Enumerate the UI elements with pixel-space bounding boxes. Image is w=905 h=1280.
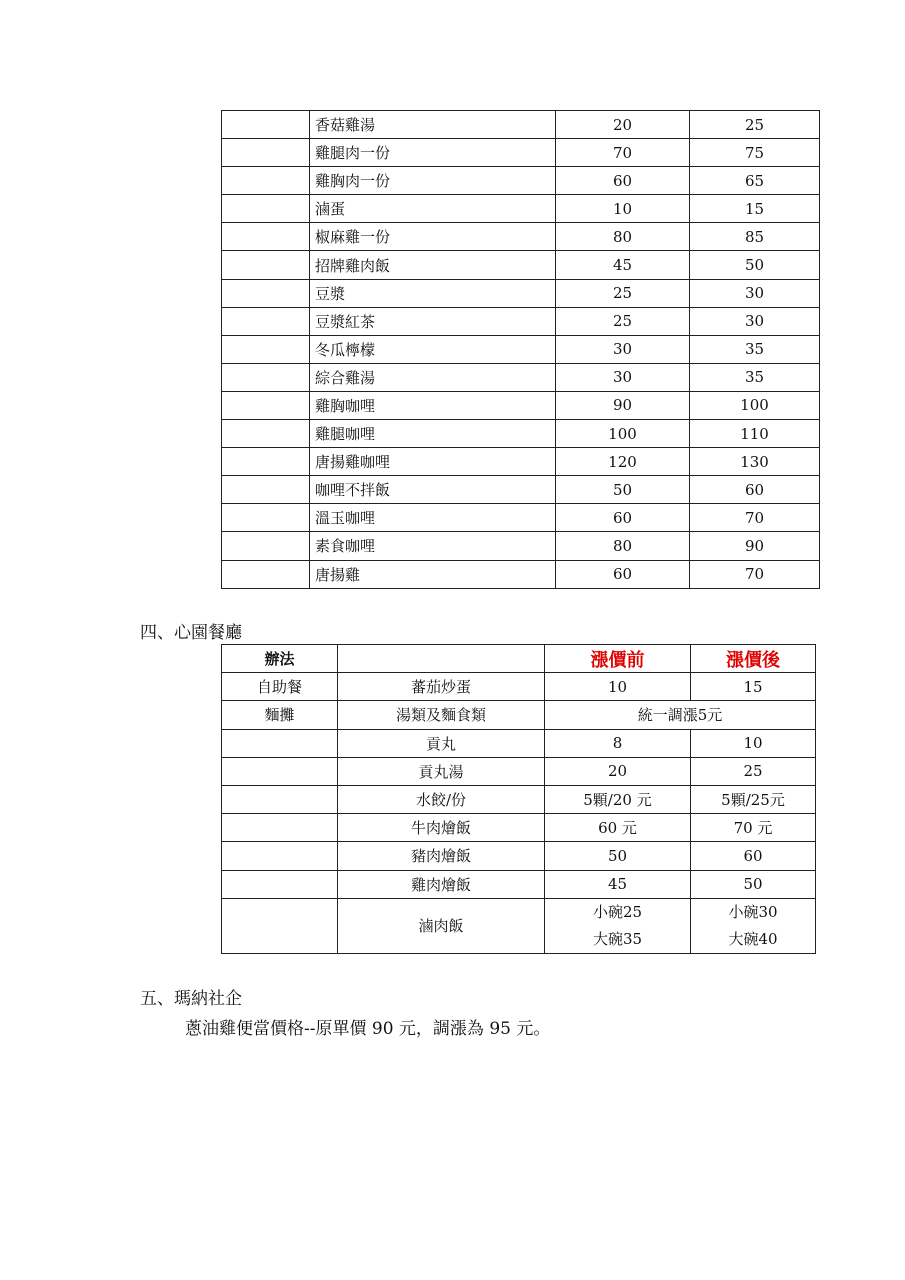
after-price-cell: 35 [690,363,820,391]
blank-cell [222,251,310,279]
before-price-cell: 30 [556,363,690,391]
before-price-cell: 80 [556,223,690,251]
table-row [222,111,820,139]
after-price-cell: 35 [690,335,820,363]
table-row [222,673,816,701]
after-price-cell: 50 [690,251,820,279]
after-price-cell: 70 [690,504,820,532]
table-row [222,842,816,870]
after-price-cell: 25 [691,757,816,785]
item-cell: 水餃/份 [338,785,545,813]
after-price-cell: 25 [690,111,820,139]
item-cell: 香菇雞湯 [310,111,556,139]
table-row [222,307,820,335]
blank-cell [222,111,310,139]
table-row [222,251,820,279]
blank-cell [222,223,310,251]
after-price-cell: 70 [690,560,820,588]
after-price-cell: 65 [690,167,820,195]
table-row [222,870,816,898]
after-price-cell: 75 [690,139,820,167]
table-row [222,167,820,195]
after-price-cell: 70 元 [691,814,816,842]
table-row [222,223,820,251]
item-cell: 素食咖哩 [310,532,556,560]
item-cell: 溫玉咖哩 [310,504,556,532]
before-price-cell: 120 [556,448,690,476]
item-cell: 椒麻雞一份 [310,223,556,251]
header-after: 漲價後 [691,645,816,673]
table-row [222,363,820,391]
table-row [222,335,820,363]
blank-cell [222,391,310,419]
header-item [338,645,545,673]
table-row [222,195,820,223]
table-row [222,504,820,532]
item-cell: 豬肉燴飯 [338,842,545,870]
before-price-cell: 10 [545,673,691,701]
large-bowl-before: 大碗35 [592,929,643,948]
item-cell: 冬瓜檸檬 [310,335,556,363]
price-table-continued [221,110,820,589]
small-bowl-after: 小碗30 [728,902,778,921]
blank-cell [222,335,310,363]
before-price-cell: 25 [556,279,690,307]
before-price-cell: 10 [556,195,690,223]
before-price-cell: 5顆/20 元 [545,785,691,813]
before-price-cell: 30 [556,335,690,363]
after-price-cell: 60 [690,476,820,504]
after-price-cell: 30 [690,307,820,335]
blank-cell [222,307,310,335]
after-price-cell: 85 [690,223,820,251]
before-price-cell: 45 [556,251,690,279]
section-5-note: 蔥油雞便當價格--原單價 90 元，調漲為 95 元。 [185,1019,551,1039]
table-row [222,420,820,448]
before-price-cell: 8 [545,729,691,757]
table-row [222,560,820,588]
blank-cell [222,504,310,532]
blank-cell [222,363,310,391]
table-row [222,391,820,419]
blank-cell [222,139,310,167]
item-cell: 滷蛋 [310,195,556,223]
small-bowl-before: 小碗25 [592,902,643,921]
table-row [222,785,816,813]
item-cell: 雞肉燴飯 [338,870,545,898]
item-cell: 牛肉燴飯 [338,814,545,842]
item-cell: 咖哩不拌飯 [310,476,556,504]
table-row [222,448,820,476]
blank-cell [222,420,310,448]
before-price-cell: 20 [556,111,690,139]
before-price-cell: 80 [556,532,690,560]
header-before: 漲價前 [545,645,691,673]
table-row [222,898,816,953]
item-cell: 湯類及麵食類 [338,701,545,729]
table-row [222,532,820,560]
header-method: 辦法 [222,645,338,673]
blank-cell [222,448,310,476]
item-cell: 貢丸湯 [338,757,545,785]
method-cell: 自助餐 [222,673,338,701]
blank-cell [222,560,310,588]
before-price-cell: 20 [545,757,691,785]
method-cell [222,757,338,785]
merged-price-cell: 統一調漲5元 [545,701,816,729]
item-cell: 招牌雞肉飯 [310,251,556,279]
blank-cell [222,279,310,307]
before-price-cell: 100 [556,420,690,448]
method-cell [222,814,338,842]
item-cell: 綜合雞湯 [310,363,556,391]
before-price-cell: 90 [556,391,690,419]
blank-cell [222,532,310,560]
before-price-cell: 60 元 [545,814,691,842]
table-row [222,476,820,504]
table-row [222,701,816,729]
blank-cell [222,476,310,504]
after-price-cell: 90 [690,532,820,560]
item-cell: 唐揚雞 [310,560,556,588]
before-price-cell: 50 [545,842,691,870]
method-cell [222,870,338,898]
table-row [222,279,820,307]
table-row [222,757,816,785]
table-header-row [222,645,816,673]
item-cell: 豆漿 [310,279,556,307]
item-cell: 唐揚雞咖哩 [310,448,556,476]
after-price-cell: 60 [691,842,816,870]
item-cell: 蕃茄炒蛋 [338,673,545,701]
before-price-cell: 50 [556,476,690,504]
method-cell [222,729,338,757]
method-cell: 麵攤 [222,701,338,729]
item-cell: 豆漿紅茶 [310,307,556,335]
before-price-cell: 60 [556,167,690,195]
blank-cell [222,167,310,195]
section-4-title: 四、心園餐廳 [140,623,242,643]
item-cell: 雞腿咖哩 [310,420,556,448]
xinyuan-restaurant-price-table [221,644,816,954]
item-cell: 貢丸 [338,729,545,757]
after-price-cell [691,898,816,953]
before-price-cell: 25 [556,307,690,335]
after-price-cell: 130 [690,448,820,476]
after-price-cell: 5顆/25元 [691,785,816,813]
item-cell: 滷肉飯 [338,898,545,953]
method-cell [222,898,338,953]
before-price-cell: 60 [556,504,690,532]
item-cell: 雞胸咖哩 [310,391,556,419]
item-cell: 雞胸肉一份 [310,167,556,195]
after-price-cell: 30 [690,279,820,307]
before-price-cell [545,898,691,953]
blank-cell [222,195,310,223]
table-row [222,729,816,757]
before-price-cell: 45 [545,870,691,898]
after-price-cell: 50 [691,870,816,898]
after-price-cell: 15 [691,673,816,701]
table-row [222,814,816,842]
method-cell [222,842,338,870]
table-row [222,139,820,167]
large-bowl-after: 大碗40 [728,929,778,948]
after-price-cell: 100 [690,391,820,419]
method-cell [222,785,338,813]
after-price-cell: 15 [690,195,820,223]
before-price-cell: 60 [556,560,690,588]
before-price-cell: 70 [556,139,690,167]
section-5-title: 五、瑪納社企 [140,989,242,1009]
after-price-cell: 10 [691,729,816,757]
after-price-cell: 110 [690,420,820,448]
item-cell: 雞腿肉一份 [310,139,556,167]
